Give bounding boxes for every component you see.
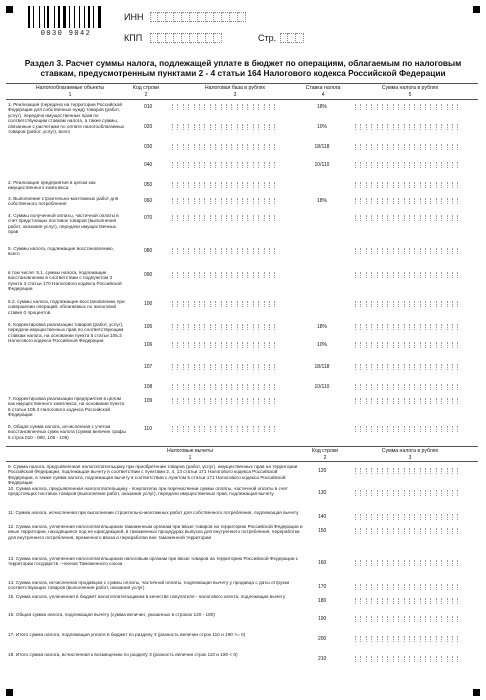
tax-amount-input[interactable] [355, 182, 463, 188]
table1-row-label: 2. Реализация предприятия в целом как имущественного комплекса [8, 180, 96, 191]
tax-amount-input[interactable] [355, 398, 463, 404]
input-cell[interactable] [166, 12, 174, 22]
table1-row-code: 070 [144, 215, 153, 221]
table2-col-tax: Сумма налога в рублях [381, 448, 439, 454]
tax-amount-input[interactable] [355, 324, 463, 330]
input-cell[interactable] [190, 12, 198, 22]
tax-amount-input[interactable] [355, 162, 463, 168]
input-cell[interactable] [214, 33, 222, 43]
table1-row-label: 8. Общая сумма налога, исчисленная с учетом восстановленных сумм налога (сумма величин графы 5 строк 010 - 080, 105 - 109) [8, 424, 126, 440]
table1-row-label: 6. Корректировка реализации товаров (работ, услуг), передачи имущественных прав по соответствующим ставкам налога, на основании пункта 6 статьи 105.3 Налогового кодекса Российской Федерации [8, 322, 124, 344]
page-label: Стр. [258, 33, 277, 43]
registration-mark-bottom-right [473, 689, 480, 696]
tax-base-input[interactable] [172, 342, 280, 348]
table1-row-label: 5. Суммы налога, подлежащие восстановлению, всего [8, 246, 114, 257]
table2-row-label: 13. Сумма налога, уплаченная налогоплательщиком налоговым органам при ввозе товаров на территорию Российской Федерации с территории государств - членов Таможенного союза [8, 556, 299, 567]
input-cell[interactable] [174, 12, 182, 22]
tax-base-input[interactable] [172, 215, 280, 221]
page-number-field[interactable] [280, 33, 304, 43]
table1-row-rate: 18/118 [314, 144, 330, 150]
table2-row-label: 18. Итого сумма налога, исчисленная к возмещению по разделу 3 (разность величин строк 110 и 190 < 0) [8, 652, 238, 657]
section-title: Раздел 3. Расчет суммы налога, подлежащей уплате в бюджет по операциям, облагаемым по налоговым ставкам, предусмотренным пунктами 2 - 4 статьи 164 Налогового кодекса Российской Федерации [24, 58, 462, 78]
table2-row-label: 12. Сумма налога, уплаченная налогоплательщиком таможенным органам при ввозе товаров на территорию Российской Федерации и иные территории, находящиеся под ее юрисдикцией, в таможенных процедурах выпуска для внутреннего потребления, переработки для внутреннего потребления, временного ввоза и переработки вне таможенной территории [8, 524, 303, 540]
deduction-amount-input[interactable] [355, 584, 463, 590]
table1-num-3: 3 [233, 92, 237, 98]
table2-row-code: 210 [318, 656, 327, 662]
table1-row-rate: 18% [316, 104, 327, 110]
table1-row-label: 7. Корректировка реализации предприятия в целом как имущественного комплекса, на основании пункта 6 статьи 105.3 Налогового кодекса Российской Федерации [8, 396, 125, 418]
table1-row-code: 100 [144, 301, 153, 307]
tax-base-input[interactable] [172, 198, 280, 204]
input-cell[interactable] [222, 12, 230, 22]
tax-amount-input[interactable] [355, 215, 463, 221]
tax-base-input[interactable] [172, 301, 280, 307]
inn-field[interactable] [150, 12, 246, 22]
kpp-label: КПП [124, 33, 143, 43]
table1-row-label: 5.2. суммы налога, подлежащие восстановлению при совершении операций, облагаемых по налоговой ставке 0 процентов [8, 299, 125, 315]
tax-base-input[interactable] [172, 272, 280, 278]
deduction-amount-input[interactable] [355, 598, 463, 604]
table1-top-rule [6, 83, 478, 84]
table2-row-label: 10. Сумма налога, предъявленная налогоплательщику - покупателю при перечислении суммы оплаты, частичной оплаты в счет предстоящих поставок товаров (выполнения работ, оказания услуг), передачи имущественных прав, подлежащая вычету [8, 486, 288, 497]
table2-row-code: 200 [318, 636, 327, 642]
input-cell[interactable] [206, 33, 214, 43]
deduction-amount-input[interactable] [355, 560, 463, 566]
tax-amount-input[interactable] [355, 426, 463, 432]
input-cell[interactable] [280, 33, 288, 43]
table1-row-code: 110 [144, 426, 152, 432]
table1-header-rule [6, 99, 478, 100]
input-cell[interactable] [182, 33, 190, 43]
deduction-amount-input[interactable] [355, 514, 463, 520]
table2-row-code: 180 [318, 598, 327, 604]
table1-row-code: 060 [144, 198, 153, 204]
table2-row-label: 11. Сумма налога, исчисленная при выполнении строительно-монтажных работ для собственного потребления, подлежащая вычету [8, 510, 299, 515]
table2-header-rule [6, 461, 478, 462]
table1-col-tax: Сумма налога в рублях [381, 85, 439, 91]
deduction-amount-input[interactable] [355, 616, 463, 622]
table1-row-code: 108 [144, 384, 153, 390]
table1-row-code: 106 [144, 342, 153, 348]
table1-row-code: 080 [144, 248, 153, 254]
tax-base-input[interactable] [172, 248, 280, 254]
input-cell[interactable] [296, 33, 304, 43]
input-cell[interactable] [158, 33, 166, 43]
input-cell[interactable] [206, 12, 214, 22]
tax-base-input[interactable] [172, 124, 280, 130]
table2-row-label: 9. Сумма налога, предъявленная налогоплательщику при приобретении товаров (работ, услуг), имущественных прав на территории Российской Федерации, подлежащая вычету в соответствии с пунктами 2, 4, 13 статьи 171 Налогового кодекса Российской Федерации, а также сумма налога, подлежащая вычету в соответствии с пунктом 5 статьи 171 Налогового кодекса Российской Федерации [8, 464, 298, 486]
table1-row-rate: 18/118 [314, 364, 330, 370]
table1-row-rate: 18% [316, 324, 327, 330]
table1-num-2: 2 [144, 92, 148, 98]
table1-row-code: 050 [144, 182, 153, 188]
table2-row-label: 16. Общая сумма налога, подлежащая вычету (сумма величин, указанных в строках 120 - 180) [8, 612, 215, 617]
registration-mark-top-left [6, 6, 13, 13]
table2-num-2: 2 [323, 455, 327, 461]
tax-base-input[interactable] [172, 104, 280, 110]
deduction-amount-input[interactable] [355, 636, 463, 642]
table2-row-code: 160 [318, 560, 327, 566]
table2-num-3: 3 [408, 455, 412, 461]
tax-base-input[interactable] [172, 144, 280, 150]
tax-amount-input[interactable] [355, 198, 463, 204]
input-cell[interactable] [214, 12, 222, 22]
input-cell[interactable] [198, 12, 206, 22]
table1-row-label: 4. Суммы полученной оплаты, частичной оплаты в счет предстоящих поставок товаров (выполнения работ, оказания услуг), передачи имущественных прав [8, 213, 119, 235]
tax-amount-input[interactable] [355, 364, 463, 370]
tax-amount-input[interactable] [355, 124, 463, 130]
tax-base-input[interactable] [172, 162, 280, 168]
barcode-number: 0030 9042 [40, 30, 92, 38]
tax-base-input[interactable] [172, 384, 280, 390]
table1-row-code: 020 [144, 124, 153, 130]
table1-row-code: 105 [144, 324, 153, 330]
tax-amount-input[interactable] [355, 272, 463, 278]
table1-row-rate: 10/110 [314, 162, 330, 168]
table2-num-1: 1 [188, 455, 192, 461]
table2-row-label: 17. Итого сумма налога, подлежащая уплате в бюджет по разделу 3 (разность величин строк 110 и 190 >= 0) [8, 632, 246, 637]
table2-col-deductions: Налоговые вычеты [166, 448, 214, 454]
tax-base-input[interactable] [172, 182, 280, 188]
table2-row-code: 190 [318, 616, 327, 622]
tax-amount-input[interactable] [355, 104, 463, 110]
deduction-amount-input[interactable] [355, 490, 463, 496]
input-cell[interactable] [198, 33, 206, 43]
tax-amount-input[interactable] [355, 384, 463, 390]
tax-base-input[interactable] [172, 324, 280, 330]
table1-row-code: 109 [144, 398, 153, 404]
table2-top-rule [6, 446, 478, 447]
tax-base-input[interactable] [172, 426, 280, 432]
table2-row-label: 15. Сумма налога, уплаченная в бюджет налогоплательщиком в качестве покупателя - налогового агента, подлежащая вычету [8, 594, 286, 599]
table1-row-code: 010 [144, 104, 153, 110]
table1-col-rate: Ставка налога [305, 85, 341, 91]
deduction-amount-input[interactable] [355, 528, 463, 534]
table1-row-code: 107 [144, 364, 153, 370]
table2-row-code: 120 [318, 468, 327, 474]
registration-mark-bottom-left [6, 689, 13, 696]
input-cell[interactable] [158, 12, 166, 22]
table1-row-rate: 10/110 [314, 384, 330, 390]
table1-col-code: Код строки [132, 85, 160, 91]
input-cell[interactable] [230, 12, 238, 22]
input-cell[interactable] [190, 33, 198, 43]
table2-row-code: 150 [318, 528, 327, 534]
input-cell[interactable] [166, 33, 174, 43]
table1-num-5: 5 [408, 92, 412, 98]
deduction-amount-input[interactable] [355, 656, 463, 662]
tax-base-input[interactable] [172, 398, 280, 404]
tax-base-input[interactable] [172, 364, 280, 370]
table1-row-code: 030 [144, 144, 153, 150]
registration-mark-top-right [473, 6, 480, 13]
input-cell[interactable] [174, 33, 182, 43]
table1-num-4: 4 [321, 92, 325, 98]
deduction-amount-input[interactable] [355, 468, 463, 474]
input-cell[interactable] [150, 12, 158, 22]
kpp-field[interactable] [150, 33, 222, 43]
table2-row-code: 140 [318, 514, 327, 520]
table1-row-label: в том числе: 5.1. суммы налога, подлежащие восстановлению в соответствии с подпунктом 3 пункта 3 статьи 170 Налогового кодекса Российской Федерации [8, 270, 122, 292]
table2-row-code: 130 [318, 490, 327, 496]
table1-row-label: 3. Выполнение строительно-монтажных работ для собственного потребления [8, 196, 119, 207]
input-cell[interactable] [238, 12, 246, 22]
table1-row-rate: 18% [316, 198, 327, 204]
input-cell[interactable] [288, 33, 296, 43]
table1-row-rate: 10% [316, 124, 327, 130]
table1-num-1: 1 [68, 92, 72, 98]
tax-amount-input[interactable] [355, 248, 463, 254]
table2-row-label: 14. Сумма налога, исчисленная продавцом с суммы оплаты, частичной оплаты, подлежащая вычету у продавца с даты отгрузки соответствующих товаров (выполнения работ, оказания услуг) [8, 580, 290, 591]
input-cell[interactable] [150, 33, 158, 43]
table2-row-code: 170 [318, 584, 327, 590]
table1-row-label: 1. Реализация (передача на территории Российской Федерации для собственных нужд) товаров (работ, услуг), передача имущественных прав по соответствующим ставкам налога, а также суммы, связанные с расчетами по оплате налогооблагаемых товаров (работ, услуг), всего [8, 102, 125, 135]
table1-row-code: 090 [144, 272, 153, 278]
table1-row-rate: 10% [316, 342, 327, 348]
table1-col-base: Налоговая база в рублях [204, 85, 266, 91]
inn-label: ИНН [124, 12, 144, 22]
table2-col-code: Код строки [311, 448, 339, 454]
table1-col-objects: Налогооблагаемые объекты [35, 85, 105, 91]
table1-row-code: 040 [144, 162, 153, 168]
tax-amount-input[interactable] [355, 342, 463, 348]
tax-amount-input[interactable] [355, 144, 463, 150]
input-cell[interactable] [182, 12, 190, 22]
tax-amount-input[interactable] [355, 301, 463, 307]
